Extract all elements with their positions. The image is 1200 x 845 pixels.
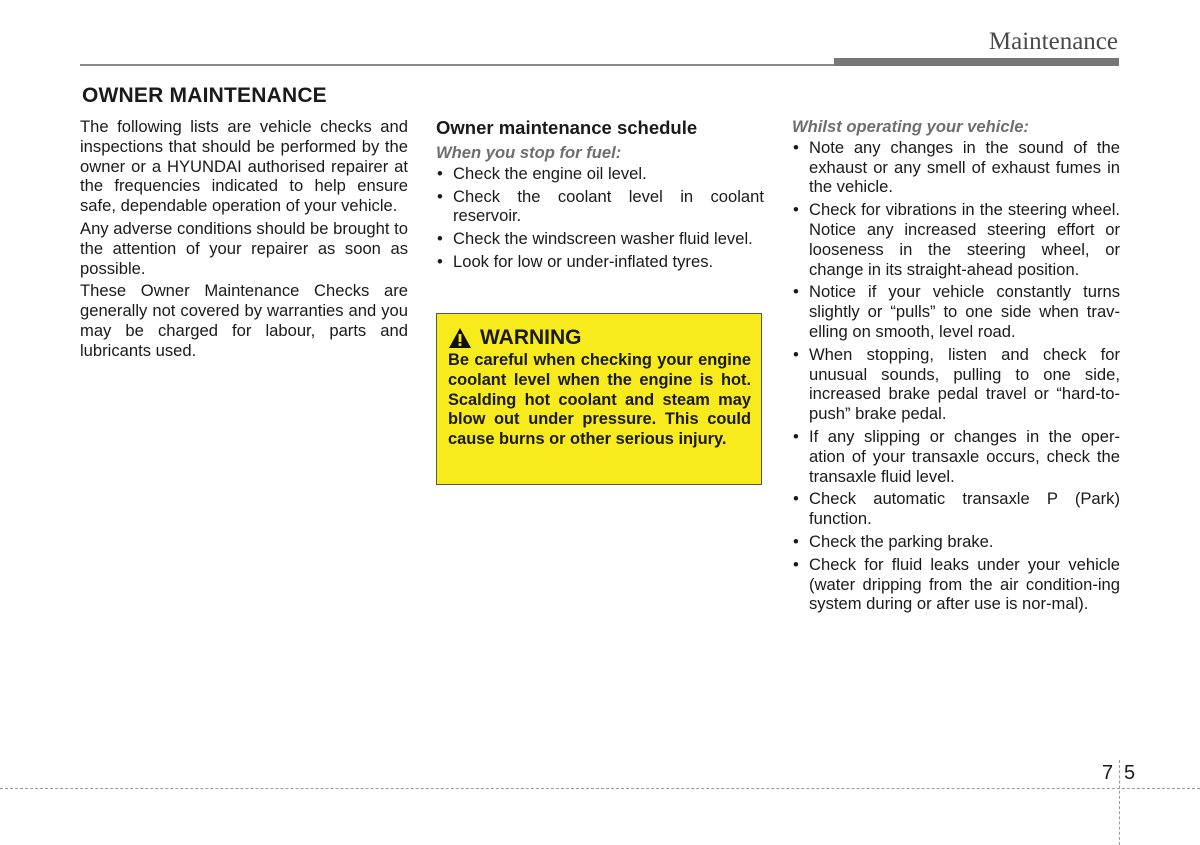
intro-paragraph: The following lists are vehicle checks and inspections that should be performed by the owner or a HYUNDAI authorised repairer at the frequencies indicated to help ensure safe, dependable operation of your vehicle. (80, 117, 408, 216)
page-number: 5 (1124, 762, 1136, 784)
list-item: • Check the windscreen washer fluid level. (436, 229, 764, 249)
list-item: • When stopping, listen and check for unusual sounds, pulling to one side, increased brake pedal travel or “hard-to-push” brake pedal. (792, 345, 1120, 424)
schedule-title: Owner maintenance schedule (436, 117, 698, 138)
header-title: Maintenance (988, 28, 1118, 55)
list-item: • Check the coolant level in coolant reservoir. (436, 187, 764, 227)
list-item: • Look for low or under-inflated tyres. (436, 252, 764, 272)
warranty-paragraph: These Owner Maintenance Checks are generally not covered by warranties and you may be charged for labour, parts and lubricants used. (80, 281, 408, 360)
fuel-stop-heading: When you stop for fuel: (436, 143, 622, 162)
list-item: • If any slipping or changes in the oper-ation of your transaxle occurs, check the transaxle fluid level. (792, 427, 1120, 486)
warning-title: WARNING (480, 326, 582, 349)
list-item: • Notice if your vehicle constantly turns slightly or “pulls” to one side when trav-elling on smooth, level road. (792, 282, 1120, 341)
header-rule (80, 64, 834, 66)
section-title: OWNER MAINTENANCE (82, 84, 327, 107)
column-1 (80, 117, 408, 364)
list-item: • Note any changes in the sound of the exhaust or any smell of exhaust fumes in the vehicle. (792, 138, 1120, 197)
chapter-number: 7 (1102, 762, 1114, 784)
warning-triangle-icon (448, 327, 472, 349)
header-rule-accent (834, 58, 1119, 66)
warning-text: Be careful when checking your engine coolant level when the engine is hot. Scalding hot coolant and steam may blow out under pressure. This could cause burns or other serious injury. (448, 351, 751, 449)
warning-header (448, 326, 751, 350)
adverse-conditions-paragraph: Any adverse conditions should be brought to the attention of your repairer as soon as possible. (80, 218, 408, 278)
list-item: • Check for vibrations in the steering wheel. Notice any increased steering effort or looseness in the steering wheel, or change in its straight-ahead position. (792, 200, 1120, 279)
operating-heading: Whilst operating your vehicle: (792, 117, 1029, 136)
list-item: • Check for fluid leaks under your vehicle (water dripping from the air condition-ing system during or after use is nor-mal). (792, 555, 1120, 614)
footer-rule (0, 788, 1200, 789)
fuel-stop-list (436, 164, 764, 272)
list-item: • Check the engine oil level. (436, 164, 764, 184)
list-item: • Check automatic transaxle P (Park) function. (792, 489, 1120, 529)
warning-box (436, 313, 762, 485)
column-2 (436, 117, 764, 275)
column-3 (792, 117, 1120, 617)
operating-list (792, 138, 1120, 614)
list-item: • Check the parking brake. (792, 532, 1120, 552)
footer-divider (1119, 760, 1120, 845)
